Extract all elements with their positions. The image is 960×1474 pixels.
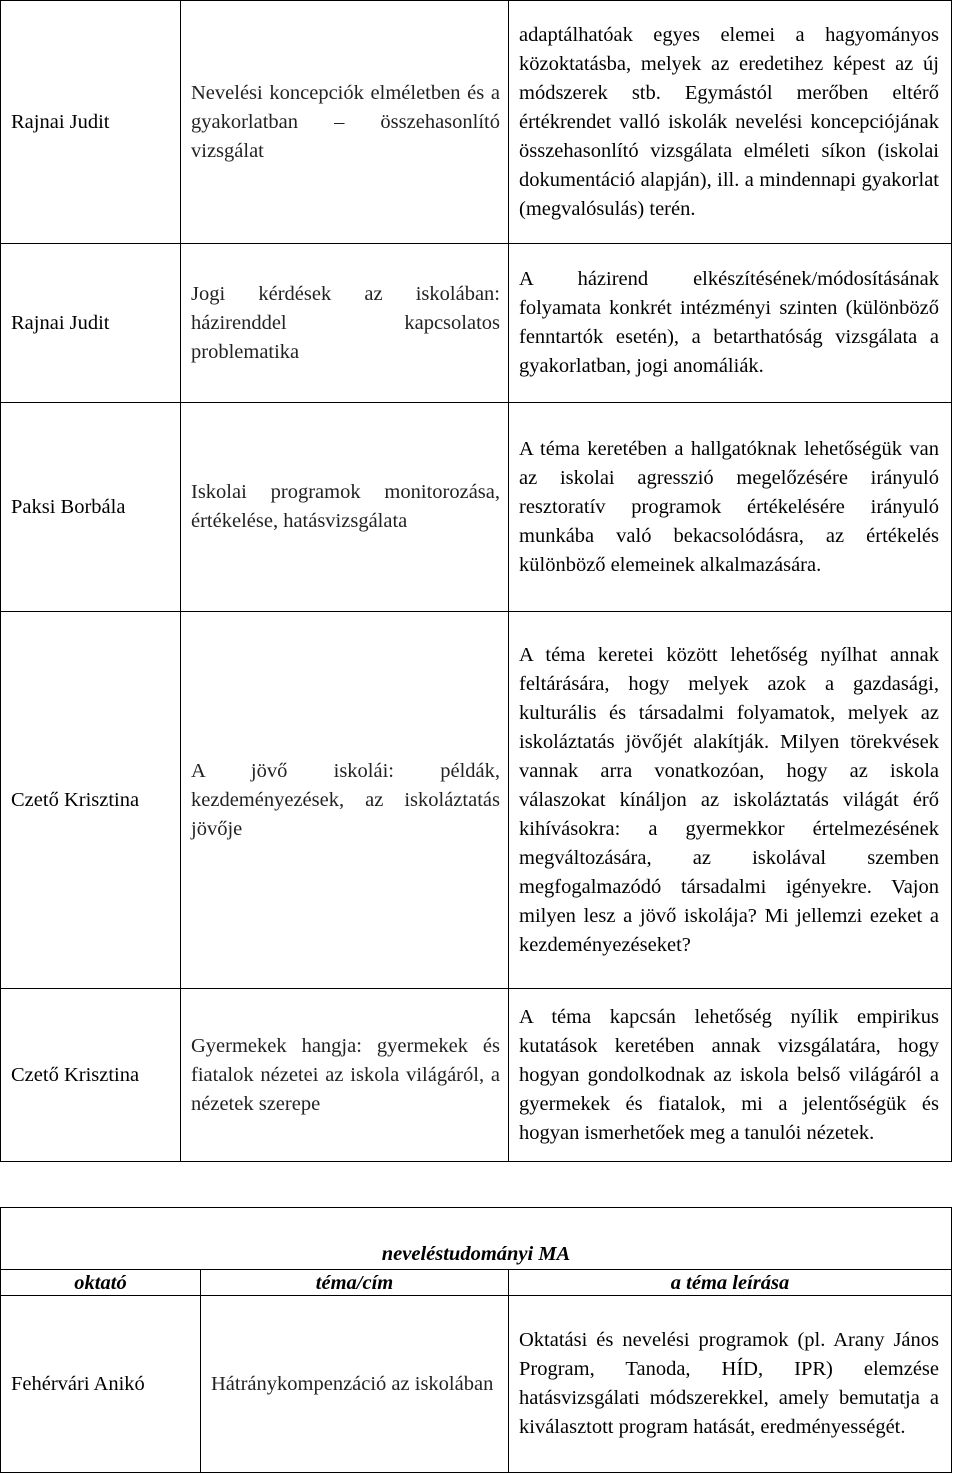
description-cell: adaptálhatóak egyes elemei a hagyományos közoktatásba, melyek az eredetihez képest az új módszerek stb. Egymástól merőben eltérő értékrendet valló iskolák nevelési koncepciójának összehasonlító vizsgálata elméleti síkon (iskolai dokumentáció alapján), ill. a mindennapi gyakorlat (megvalósulás) terén. bbox=[509, 1, 952, 244]
ma-topics-table bbox=[0, 1207, 952, 1473]
topic-cell: Iskolai programok monitorozása, értékelése, hatásvizsgálata bbox=[181, 403, 509, 612]
description-cell: A házirend elkészítésének/módosításának folyamata konkrét intézményi szinten (különböző fenntartók esetén), a betarthatóság vizsgálata a gyakorlatban, jogi anomáliák. bbox=[509, 244, 952, 403]
description-cell: A téma keretében a hallgatóknak lehetőségük van az iskolai agresszió megelőzésére irányuló resztoratív programok értékelésére irányuló munkába való bekacsolódásra, az értékelés különböző elemeinek alkalmazására. bbox=[509, 403, 952, 612]
instructor-cell: Czető Krisztina bbox=[1, 989, 181, 1162]
instructor-cell: Paksi Borbála bbox=[1, 403, 181, 612]
instructor-cell: Rajnai Judit bbox=[1, 1, 181, 244]
topic-cell: Nevelési koncepciók elméletben és a gyakorlatban – összehasonlító vizsgálat bbox=[181, 1, 509, 244]
table-row bbox=[1, 612, 952, 989]
description-cell: A téma keretei között lehetőség nyílhat annak feltárására, hogy melyek azok a gazdasági, kulturális és társadalmi folyamatok, melyek az iskoláztatás jövőjét alakítják. Milyen törekvések vannak arra vonatkozóan, hogy az iskola válaszokat kínáljon az iskoláztatás világát érő kihívásokra: a gyermekkor értelmezésének megváltozására, az iskolával szemben megfogalmazódó társadalmi igényekre. Vajon milyen lesz a jövő iskolája? Mi jellemzi ezeket a kezdeményezéseket? bbox=[509, 612, 952, 989]
instructor-cell: Fehérvári Anikó bbox=[1, 1296, 201, 1473]
topic-cell: A jövő iskolái: példák, kezdeményezések, az iskoláztatás jövője bbox=[181, 612, 509, 989]
section-title: neveléstudományi MA bbox=[1, 1208, 952, 1270]
topic-cell: Gyermekek hangja: gyermekek és fiatalok nézetei az iskola világáról, a nézetek szerepe bbox=[181, 989, 509, 1162]
header-row bbox=[1, 1270, 952, 1296]
topic-cell: Jogi kérdések az iskolában: házirenddel kapcsolatos problematika bbox=[181, 244, 509, 403]
table-row bbox=[1, 1296, 952, 1473]
instructor-cell: Czető Krisztina bbox=[1, 612, 181, 989]
header-topic: téma/cím bbox=[201, 1270, 509, 1296]
header-instructor: oktató bbox=[1, 1270, 201, 1296]
instructor-cell: Rajnai Judit bbox=[1, 244, 181, 403]
description-cell: A téma kapcsán lehetőség nyílik empirikus kutatások keretében annak vizsgálatára, hogy hogyan gondolkodnak az iskola belső világáról a gyermekek és fiatalok, mi a jelentőségük és hogyan ismerhetőek meg a tanulói nézetek. bbox=[509, 989, 952, 1162]
table-row bbox=[1, 244, 952, 403]
topic-cell: Hátránykompenzáció az iskolában bbox=[201, 1296, 509, 1473]
table-row bbox=[1, 403, 952, 612]
description-cell: Oktatási és nevelési programok (pl. Arany János Program, Tanoda, HÍD, IPR) elemzése hatásvizsgálati módszerekkel, amely bemutatja a kiválasztott program hatását, eredményességét. bbox=[509, 1296, 952, 1473]
table-row bbox=[1, 1, 952, 244]
section-title-row bbox=[1, 1208, 952, 1270]
table-row bbox=[1, 989, 952, 1162]
header-description: a téma leírása bbox=[509, 1270, 952, 1296]
